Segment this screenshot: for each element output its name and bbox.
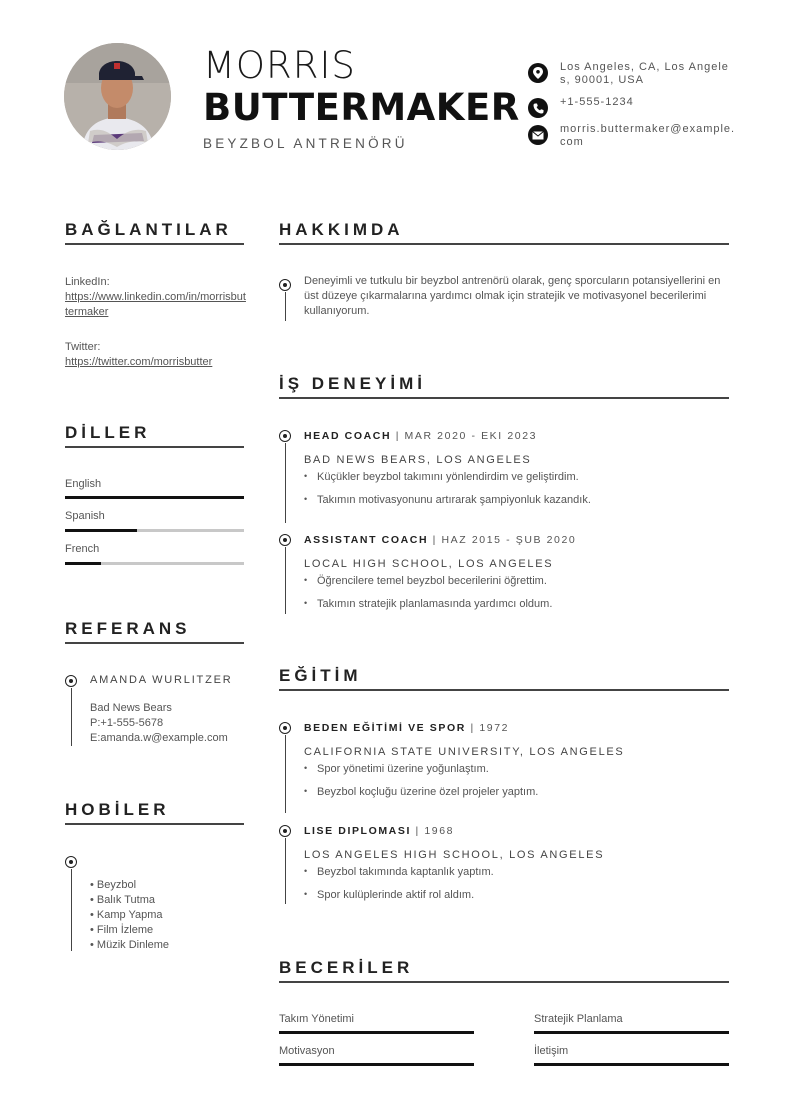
education-year: | 1968: [411, 825, 455, 837]
job-organization: LOCAL HIGH SCHOOL, LOS ANGELES: [304, 558, 554, 570]
skills-divider: [279, 981, 729, 983]
contact-address: [528, 61, 738, 87]
job-title: BEYZBOL ANTRENÖRÜ: [203, 136, 408, 151]
job-heading: [304, 430, 537, 442]
email-text[interactable]: morris.buttermaker@example.com: [560, 123, 736, 148]
languages-divider: [65, 446, 244, 448]
language-level-bar: [65, 529, 244, 532]
links-divider: [65, 243, 244, 245]
education-bullets: [304, 763, 538, 809]
timeline-dot-icon: [279, 430, 291, 442]
links-heading: BAĞLANTILAR: [65, 220, 232, 239]
education-degree: BEDEN EĞİTİMİ VE SPOR: [304, 722, 466, 734]
language-name: French: [65, 543, 100, 555]
linkedin-label: LinkedIn:: [65, 276, 110, 288]
skill-bar: [279, 1031, 474, 1034]
location-pin-icon: [528, 63, 548, 83]
twitter-link[interactable]: https://twitter.com/morrisbutter: [65, 356, 213, 368]
reference-company: Bad News Bears: [90, 702, 172, 714]
job-heading: [304, 534, 576, 546]
skill-name: Stratejik Planlama: [534, 1013, 623, 1025]
phone-icon: [528, 98, 548, 118]
job-bullet: • Takımın stratejik planlamasında yardımcı oldum.: [304, 598, 552, 621]
language-name: English: [65, 478, 102, 490]
education-school: CALIFORNIA STATE UNIVERSITY, LOS ANGELES: [304, 746, 625, 758]
twitter-block: [65, 340, 247, 370]
education-divider: [279, 689, 729, 691]
twitter-label: Twitter:: [65, 341, 101, 353]
linkedin-block: [65, 275, 247, 320]
education-degree: LISE DIPLOMASI: [304, 825, 411, 837]
reference-details: [90, 701, 228, 746]
reference-divider: [65, 642, 244, 644]
job-dates: | HAZ 2015 - ŞUB 2020: [428, 534, 577, 546]
profile-photo: [64, 43, 171, 150]
reference-heading: REFERANS: [65, 619, 191, 638]
hobby-item: • Film İzleme: [90, 924, 154, 936]
hobbies-list: [90, 879, 169, 954]
education-bullet: • Spor kulüplerinde aktif rol aldım.: [304, 889, 494, 912]
education-bullet: • Spor yönetimi üzerine yoğunlaştım.: [304, 763, 538, 786]
about-divider: [279, 243, 729, 245]
timeline-line: [285, 292, 286, 321]
linkedin-link[interactable]: https://www.linkedin.com/in/morrisbuttermaker: [65, 291, 246, 318]
timeline-line: [285, 838, 286, 904]
education-year: | 1972: [465, 722, 510, 734]
education-item-heading: [304, 722, 509, 734]
reference-email: E:amanda.w@example.com: [90, 732, 228, 744]
last-name: BUTTERMAKER: [203, 86, 520, 129]
timeline-dot-icon: [279, 825, 291, 837]
skill-name: İletişim: [534, 1045, 569, 1057]
education-heading: EĞİTİM: [279, 666, 362, 685]
education-school: LOS ANGELES HIGH SCHOOL, LOS ANGELES: [304, 849, 605, 861]
education-bullet: • Beyzbol koçluğu üzerine özel projeler yaptım.: [304, 786, 538, 809]
skills-heading: BECERİLER: [279, 958, 414, 977]
hobby-item: • Müzik Dinleme: [90, 939, 170, 951]
language-level-fill: [65, 562, 101, 565]
education-bullet: • Beyzbol takımında kaptanlık yaptım.: [304, 866, 494, 889]
about-text: Deneyimli ve tutkulu bir beyzbol antrenörü olarak, genç sporcuların potansiyellerini en üst düzeye çıkarmalarına yardımcı olmak için stratejik ve motivasyonel becerilerimi kullanıyorum.: [304, 275, 721, 317]
timeline-line: [71, 869, 72, 951]
job-bullet: • Küçükler beyzbol takımını yönlendirdim ve geliştirdim.: [304, 471, 591, 494]
job-role: ASSISTANT COACH: [304, 534, 429, 546]
language-name: Spanish: [65, 510, 105, 522]
job-role: HEAD COACH: [304, 430, 392, 442]
language-level-fill: [65, 529, 137, 532]
hobby-item: • Beyzbol: [90, 879, 137, 891]
experience-divider: [279, 397, 729, 399]
language-level-bar: [65, 562, 244, 565]
contact-email: [528, 123, 738, 149]
timeline-line: [285, 443, 286, 523]
job-dates: | MAR 2020 - EKI 2023: [391, 430, 538, 442]
reference-name: AMANDA WURLITZER: [90, 674, 233, 686]
experience-heading: İŞ DENEYİMİ: [279, 374, 426, 393]
timeline-line: [285, 547, 286, 614]
job-bullets: [304, 471, 591, 517]
job-bullets: [304, 575, 552, 621]
skill-bar: [279, 1063, 474, 1066]
timeline-dot-icon: [65, 856, 77, 868]
reference-phone: P:+1-555-5678: [90, 717, 164, 729]
hobbies-divider: [65, 823, 244, 825]
skill-name: Takım Yönetimi: [279, 1013, 354, 1025]
timeline-line: [285, 735, 286, 813]
hobbies-heading: HOBİLER: [65, 800, 170, 819]
timeline-dot-icon: [279, 722, 291, 734]
job-bullet: • Takımın motivasyonunu artırarak şampiyonluk kazandık.: [304, 494, 591, 517]
language-level-fill: [65, 496, 244, 499]
language-level-bar: [65, 496, 244, 499]
timeline-dot-icon: [279, 279, 291, 291]
job-bullet: • Öğrencilere temel beyzbol becerilerini öğrettim.: [304, 575, 552, 598]
hobby-item: • Balık Tutma: [90, 894, 155, 906]
envelope-icon: [528, 125, 548, 145]
job-organization: BAD NEWS BEARS, LOS ANGELES: [304, 454, 532, 466]
skill-bar: [534, 1063, 729, 1066]
timeline-line: [71, 688, 72, 746]
timeline-dot-icon: [65, 675, 77, 687]
first-name: MORRIS: [203, 44, 356, 87]
contact-phone: [528, 96, 738, 118]
address-text: Los Angeles, CA, Los Angeles, 90001, USA: [560, 61, 729, 86]
skill-name: Motivasyon: [279, 1045, 335, 1057]
education-bullets: [304, 866, 494, 912]
languages-heading: DİLLER: [65, 423, 151, 442]
education-item-heading: [304, 825, 454, 837]
hobby-item: • Kamp Yapma: [90, 909, 163, 921]
skill-bar: [534, 1031, 729, 1034]
phone-text: +1-555-1234: [560, 96, 634, 108]
about-heading: HAKKIMDA: [279, 220, 404, 239]
timeline-dot-icon: [279, 534, 291, 546]
